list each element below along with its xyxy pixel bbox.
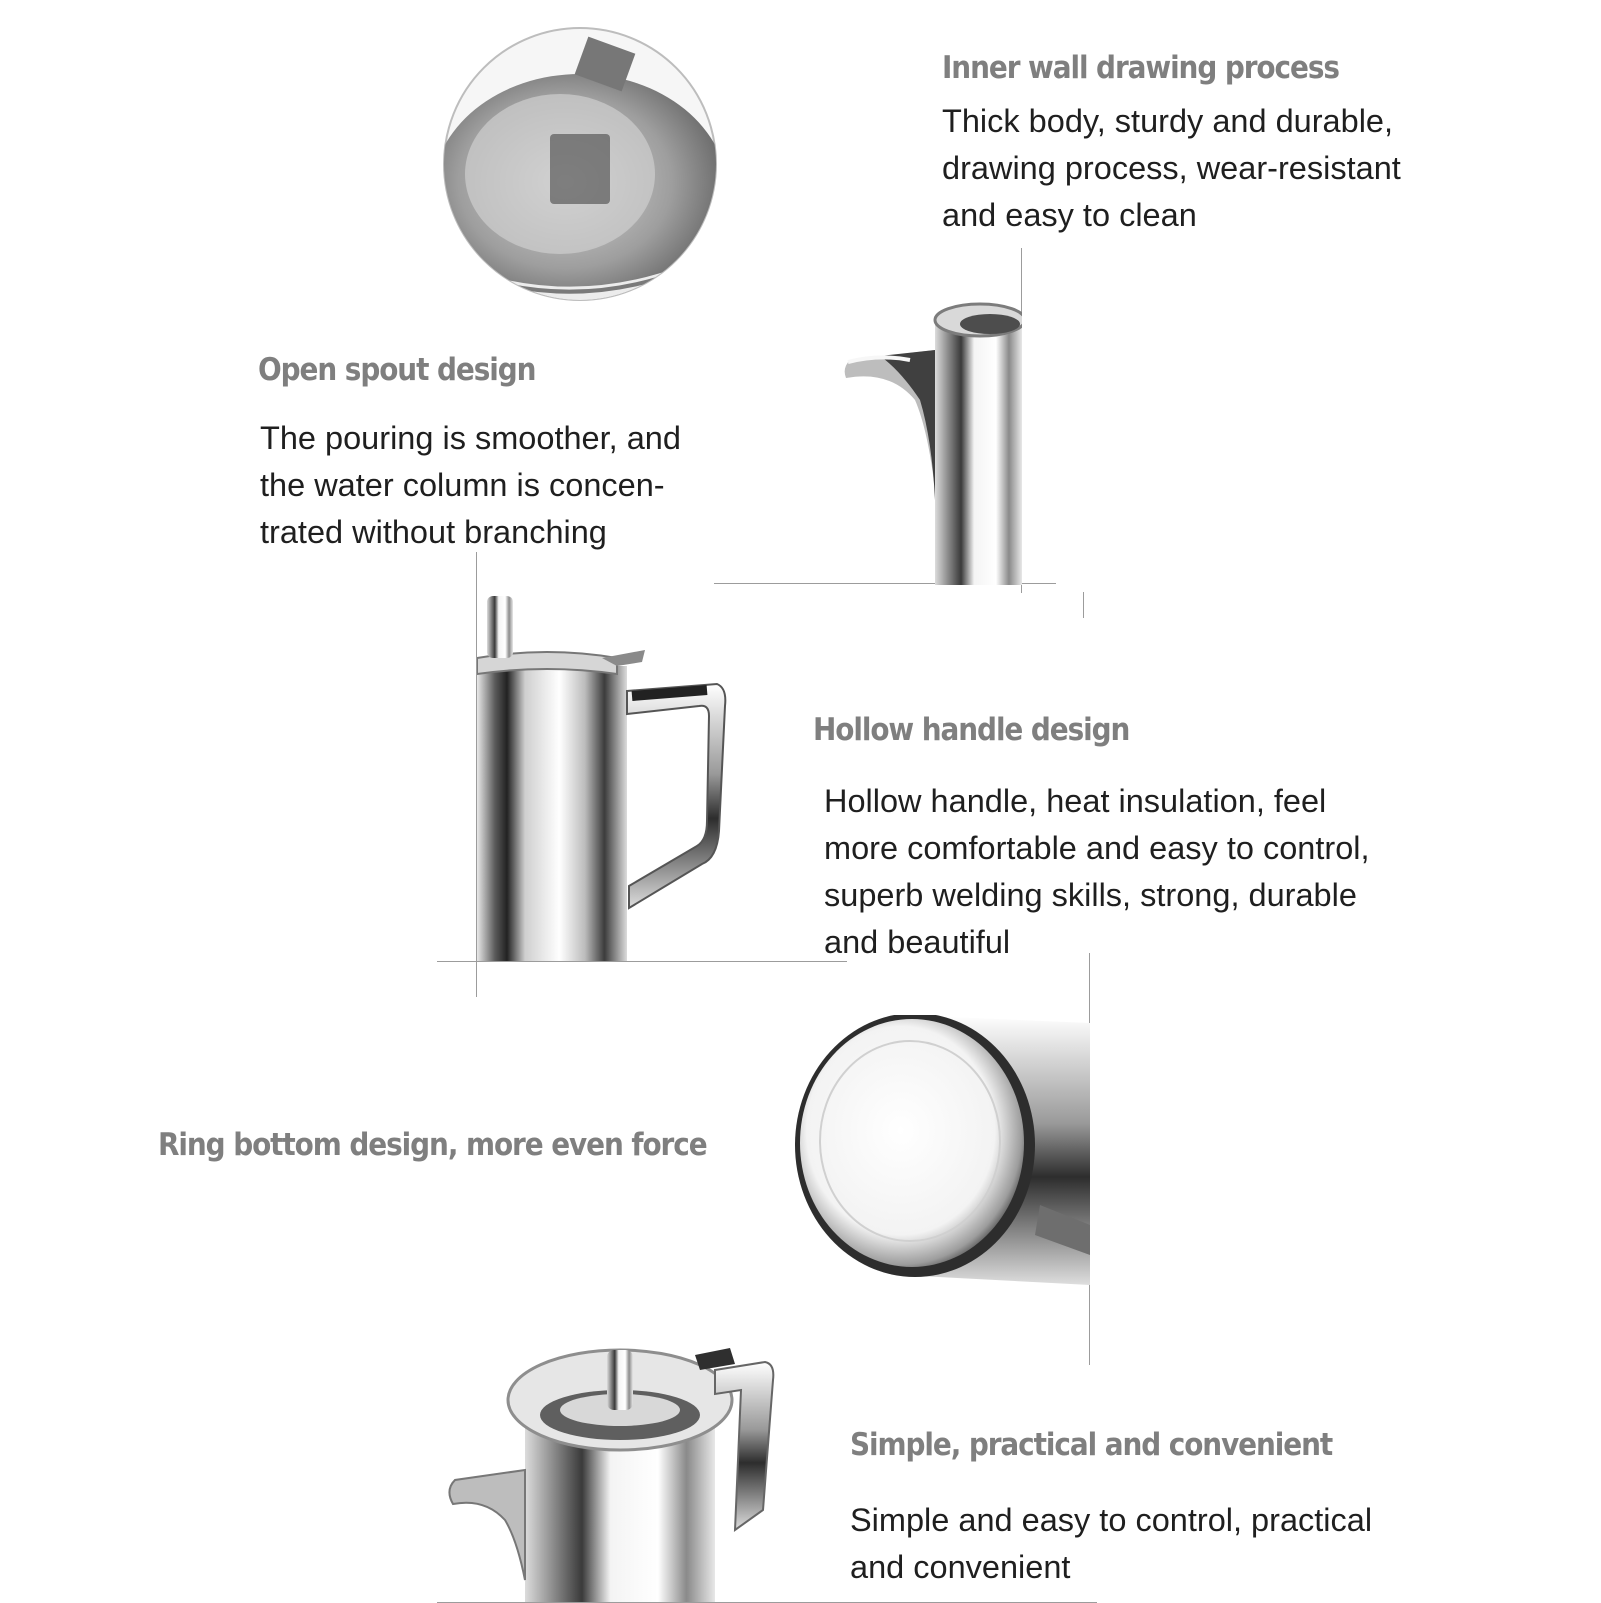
desc-line: more comfortable and easy to control,	[824, 830, 1370, 866]
pot-full-photo	[445, 1330, 785, 1602]
pot-bottom-photo	[790, 1015, 1090, 1290]
desc-line: the water column is concen-	[260, 467, 665, 503]
desc-line: trated without branching	[260, 514, 607, 550]
feature-title-open-spout: Open spout design	[258, 352, 536, 388]
feature-desc-inner-wall	[942, 98, 1401, 239]
feature-title-ring-bottom: Ring bottom design, more even force	[158, 1127, 707, 1163]
desc-line: and easy to clean	[942, 197, 1197, 233]
pot-spout-photo	[840, 290, 1022, 585]
desc-line: and beautiful	[824, 924, 1011, 960]
desc-line: and convenient	[850, 1549, 1071, 1585]
feature-desc-simple-practical	[850, 1497, 1372, 1591]
desc-line: superb welding skills, strong, durable	[824, 877, 1357, 913]
feature-desc-open-spout	[260, 415, 681, 556]
pot-handle-photo	[477, 596, 747, 961]
desc-line: The pouring is smoother, and	[260, 420, 681, 456]
feature-title-simple-practical: Simple, practical and convenient	[850, 1427, 1333, 1463]
guide-line	[437, 961, 847, 962]
feature-desc-hollow-handle	[824, 778, 1370, 966]
feature-title-inner-wall: Inner wall drawing process	[942, 50, 1339, 86]
desc-line: drawing process, wear-resistant	[942, 150, 1401, 186]
desc-line: Thick body, sturdy and durable,	[942, 103, 1394, 139]
pot-interior-photo	[440, 24, 720, 304]
feature-title-hollow-handle: Hollow handle design	[813, 712, 1130, 748]
guide-line	[1083, 592, 1084, 618]
desc-line: Simple and easy to control, practical	[850, 1502, 1373, 1538]
desc-line: Hollow handle, heat insulation, feel	[824, 783, 1327, 819]
